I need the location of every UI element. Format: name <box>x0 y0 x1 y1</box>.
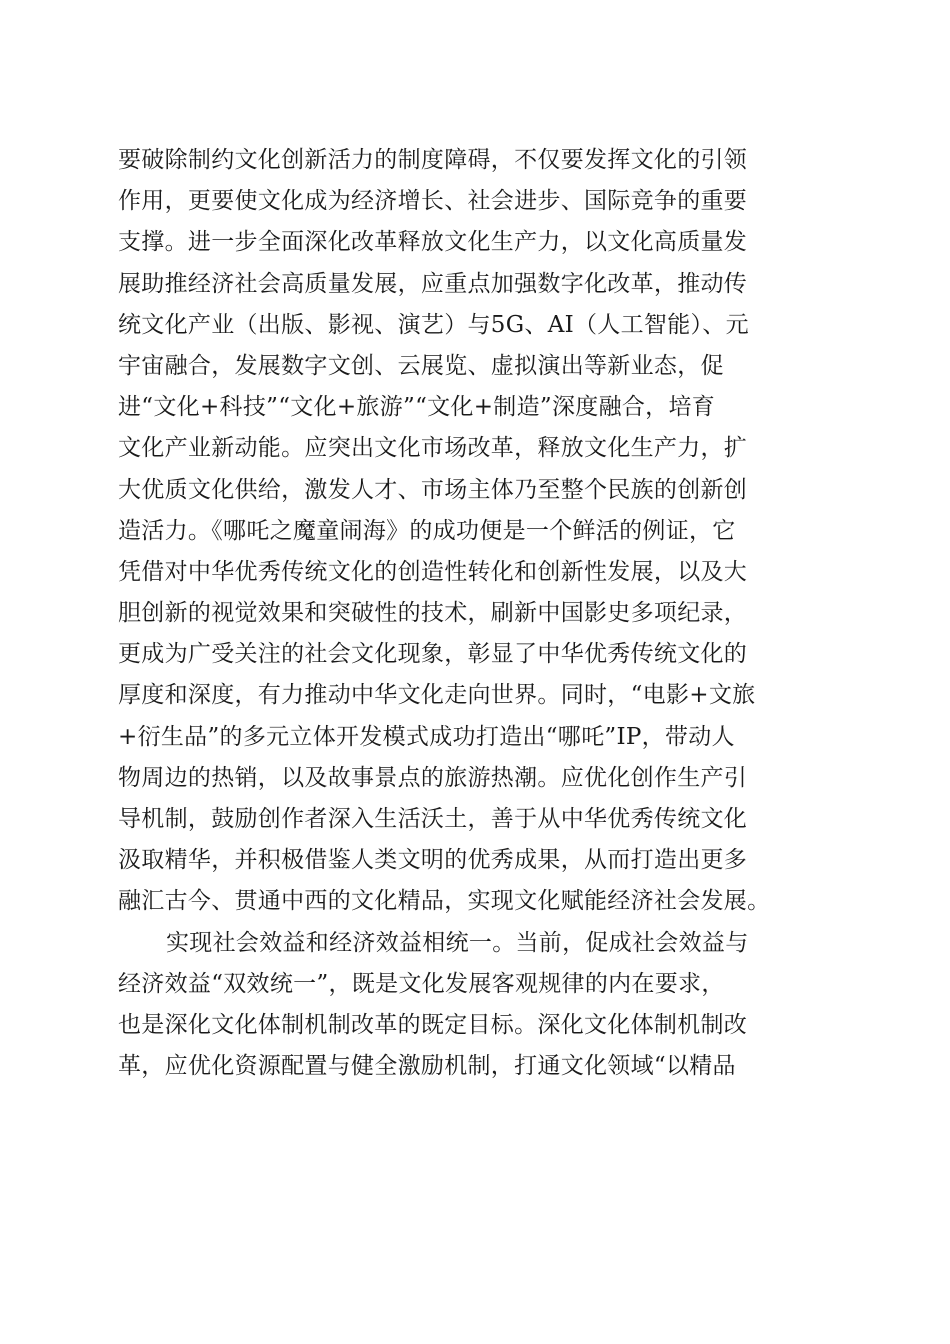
paragraph-culture-innovation <box>118 140 830 923</box>
text-line: 要破除制约文化创新活力的制度障碍，不仅要发挥文化的引领 <box>118 147 748 173</box>
text-line: 大优质文化供给，激发人才、市场主体乃至整个民族的创新创 <box>118 476 748 503</box>
text-line: 文化产业新动能。应突出文化市场改革，释放文化生产力，扩 <box>118 435 748 462</box>
paragraph-social-economic-benefits <box>118 923 830 1088</box>
text-line: 凭借对中华优秀传统文化的创造性转化和创新性发展，以及大 <box>118 558 748 585</box>
text-line: 实现社会效益和经济效益相统一。当前，促成社会效益与 <box>166 929 749 956</box>
text-line: +衍生品”的多元立体开发模式成功打造出“哪吒”IP，带动人 <box>118 723 735 750</box>
text-line: 作用，更要使文化成为经济增长、社会进步、国际竞争的重要 <box>118 188 748 215</box>
text-line: 宇宙融合，发展数字文创、云展览、虚拟演出等新业态，促 <box>118 352 724 379</box>
text-line: 更成为广受关注的社会文化现象，彰显了中华优秀传统文化的 <box>118 641 748 668</box>
text-line: 也是深化文化体制机制改革的既定目标。深化文化体制机制改 <box>118 1011 748 1038</box>
text-line: 进“文化+科技”“文化+旅游”“文化+制造”深度融合，培育 <box>118 394 716 421</box>
text-line: 支撑。进一步全面深化改革释放文化生产力，以文化高质量发 <box>118 229 748 256</box>
text-line: 厚度和深度，有力推动中华文化走向世界。同时，“电影+文旅 <box>118 682 756 709</box>
text-line: 汲取精华，并积极借鉴人类文明的优秀成果，从而打造出更多 <box>118 847 748 874</box>
body-text <box>118 140 830 1087</box>
text-line: 胆创新的视觉效果和突破性的技术，刷新中国影史多项纪录， <box>118 600 748 627</box>
text-line: 革，应优化资源配置与健全激励机制，打通文化领域“以精品 <box>118 1053 736 1080</box>
text-line: 造活力。《哪吒之魔童闹海》的成功便是一个鲜活的例证，它 <box>118 517 736 544</box>
text-line: 融汇古今、贯通中西的文化精品，实现文化赋能经济社会发展。 <box>118 888 771 915</box>
text-line: 物周边的热销，以及故事景点的旅游热潮。应优化创作生产引 <box>118 764 748 791</box>
text-line: 导机制，鼓励创作者深入生活沃土，善于从中华优秀传统文化 <box>118 806 748 832</box>
text-line: 统文化产业（出版、影视、演艺）与5G、AI（人工智能）、元 <box>118 311 749 338</box>
text-line: 经济效益“双效统一”，既是文化发展客观规律的内在要求， <box>118 970 725 997</box>
text-line: 展助推经济社会高质量发展，应重点加强数字化改革，推动传 <box>118 270 748 297</box>
